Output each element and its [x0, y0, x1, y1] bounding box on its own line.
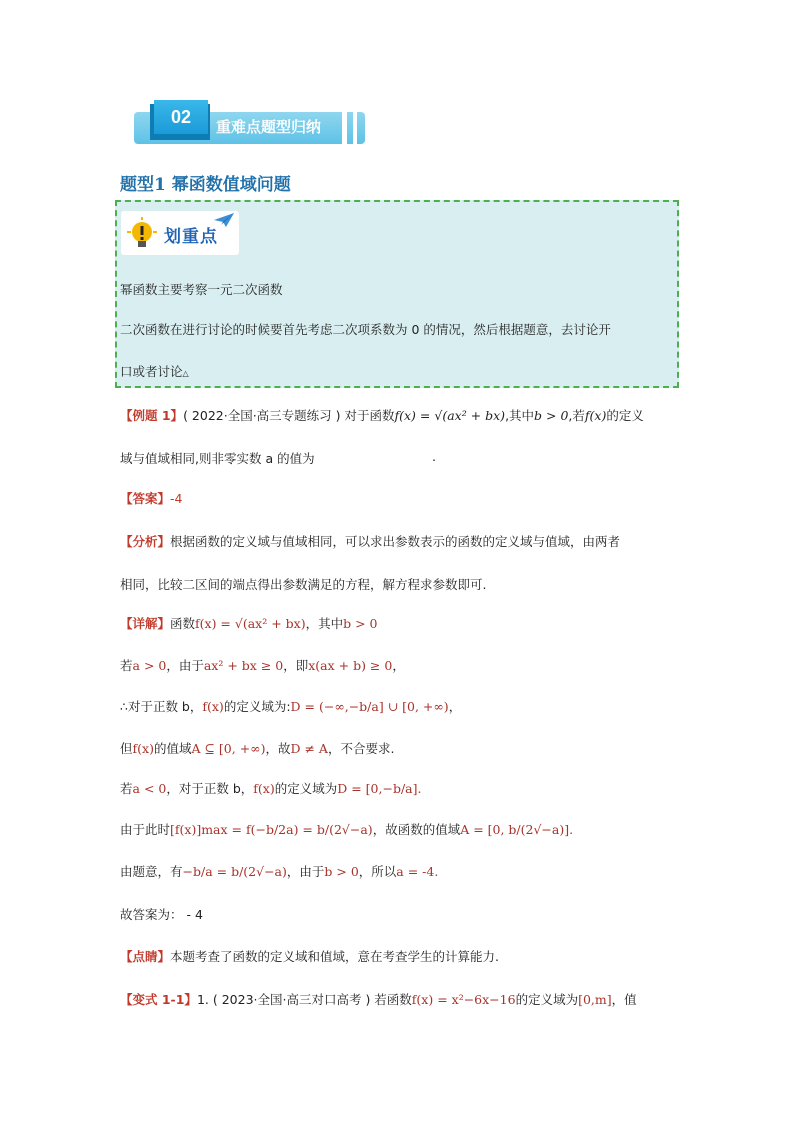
section-number: 02 — [154, 100, 208, 134]
keypoint-line-2: 二次函数在进行讨论的时候要首先考虑二次项系数为 0 的情况，然后根据题意，去讨论开 — [120, 322, 611, 337]
answer-blank-end: . — [432, 449, 436, 464]
example-function: f(x) = √(ax² + bx) — [394, 408, 506, 423]
detail-conclusion: 故答案为： - 4 — [120, 907, 203, 922]
comment-line: 【点睛】本题考查了函数的定义域和值域，意在考查学生的计算能力. — [120, 949, 499, 964]
variant-line: 【变式 1-1】1. ( 2023·全国·高三对口高考 ) 若函数f(x) = x²−6x−16的定义域为[0,m]，值 — [120, 992, 637, 1007]
detail-line-6: 由于此时[f(x)]max = f(−b/2a) = b/(2√−a)，故函数的值域A = [0, b/(2√−a)]. — [120, 822, 574, 837]
keypoint-line-1: 幂函数主要考察一元二次函数 — [120, 282, 283, 297]
type-heading: 题型1 幂函数值域问题 — [120, 175, 291, 195]
example-line-1: 【例题 1】( 2022·全国·高三专题练习 ) 对于函数f(x) = √(ax² + bx),其中b > 0,若f(x)的定义 — [120, 408, 644, 423]
detail-line-1: 【详解】函数f(x) = √(ax² + bx)，其中b > 0 — [120, 616, 378, 631]
example-source: ( 2022·全国·高三专题练习 ) 对于函数 — [183, 408, 395, 423]
banner-stripe — [353, 112, 357, 144]
detail-line-7: 由题意，有−b/a = b/(2√−a)，由于b > 0，所以a = -4. — [120, 864, 439, 879]
answer-line: 【答案】-4 — [120, 491, 183, 506]
answer-value: -4 — [170, 491, 183, 506]
keypoint-line-3: 口或者讨论△ — [120, 364, 189, 379]
detail-line-3: ∴对于正数 b，f(x)的定义域为:D = (−∞,−b/a] ∪ [0, +∞)， — [120, 699, 462, 714]
example-line-2: 域与值域相同,则非零实数 a 的值为 — [120, 451, 315, 466]
detail-line-5: 若a < 0，对于正数 b，f(x)的定义域为D = [0,−b/a]. — [120, 781, 422, 796]
detail-line-2: 若a > 0，由于ax² + bx ≥ 0，即x(ax + b) ≥ 0， — [120, 658, 405, 673]
lightbulb-icon — [124, 216, 160, 252]
keypoint-badge-label: 划重点 — [164, 227, 218, 247]
example-tag: 【例题 1】 — [120, 408, 184, 423]
banner-stripe — [342, 112, 347, 144]
detail-line-4: 但f(x)的值域A ⊆ [0, +∞)，故D ≠ A，不合要求. — [120, 741, 395, 756]
analysis-line-1: 【分析】根据函数的定义域与值域相同，可以求出参数表示的函数的定义域与值域，由两者 — [120, 534, 621, 549]
section-title: 重难点题型归纳 — [216, 118, 322, 136]
analysis-line-2: 相同，比较二区间的端点得出参数满足的方程，解方程求参数即可. — [120, 577, 487, 592]
